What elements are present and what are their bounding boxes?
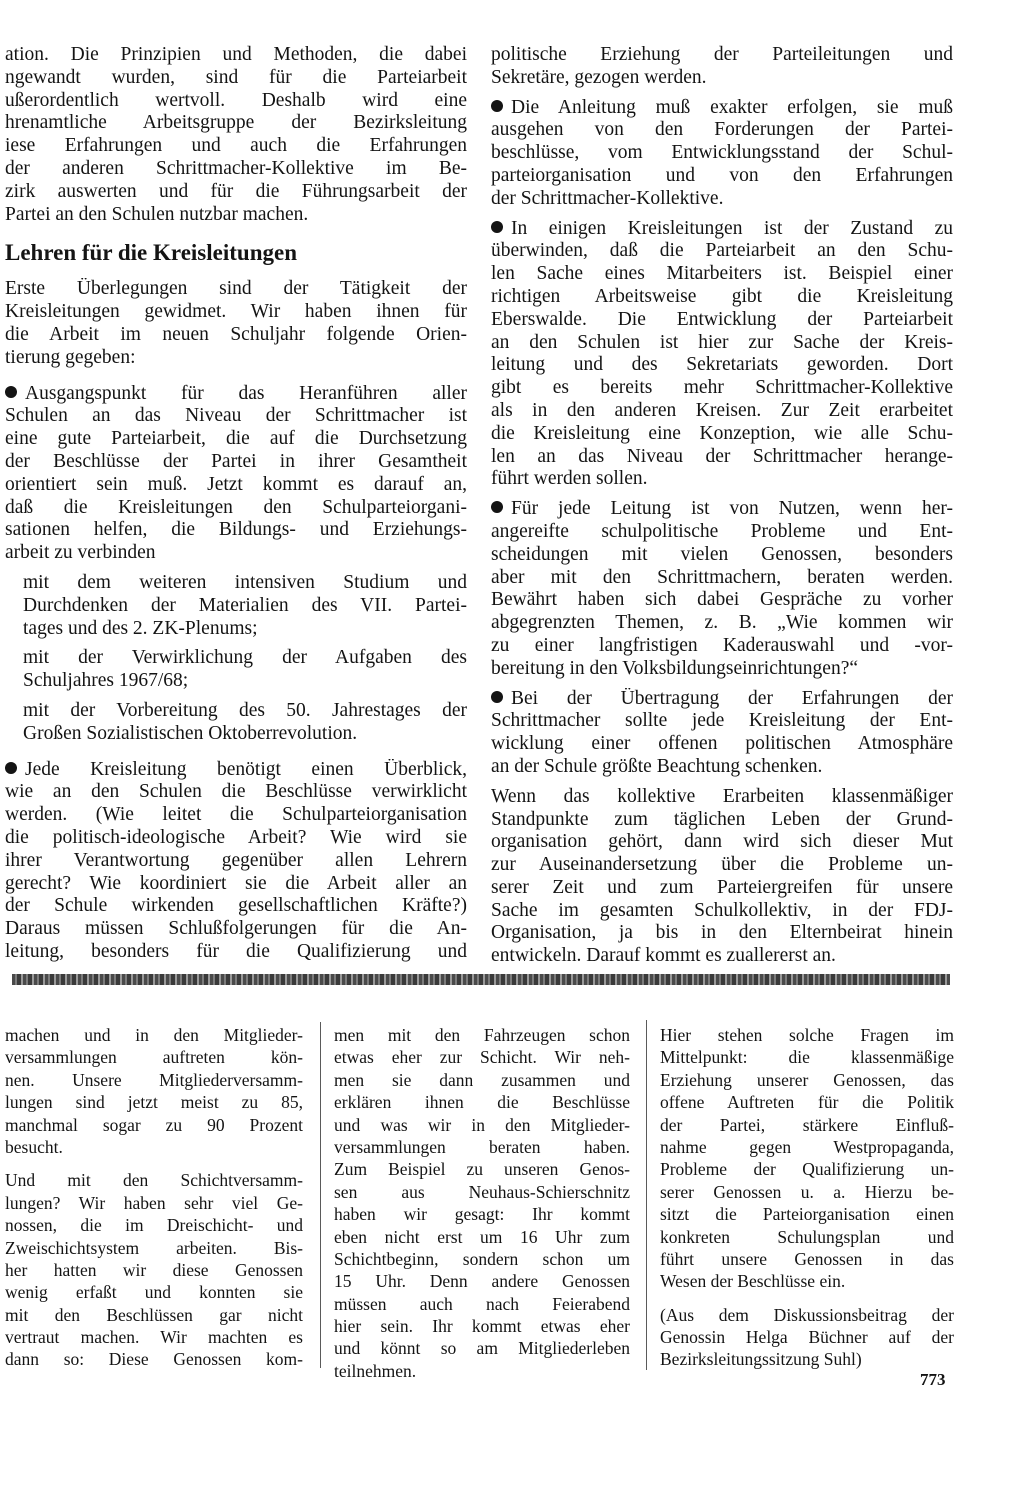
text-line: versammlungen auftreten kön-: [5, 1047, 303, 1068]
text-line: arbeit zu verbinden: [5, 542, 156, 564]
text-line: daß die Kreisleitungen den Schulparteiorgani-: [5, 496, 467, 518]
text-line: der Schrittmacher-Kollektive.: [491, 187, 724, 209]
text-line: mit der Verwirklichung der Aufgaben des: [23, 647, 467, 669]
text-line: der Schule wirkenden gesellschaftlichen Kräfte?): [5, 895, 467, 917]
text-line: etwas eher zur Schicht. Wir neh-: [334, 1047, 630, 1068]
text-line: Kreisleitungen gewidmet. Wir haben ihnen für: [5, 301, 467, 323]
text-line: Wesen der Beschlüsse ein.: [660, 1271, 846, 1292]
column-divider: [320, 1022, 321, 1368]
text-line: mit dem weiteren intensiven Studium und: [23, 571, 467, 593]
text-line: nen. Unsere Mitgliederversamm-: [5, 1069, 303, 1090]
column-divider: [646, 1020, 647, 1370]
text-line: Erste Überlegungen sind der Tätigkeit der: [5, 278, 467, 300]
bullet-icon: [5, 386, 17, 398]
text-line: ußerordentlich wertvoll. Deshalb wird eine: [5, 89, 467, 111]
text-line: [491, 97, 953, 120]
text-line: Großen Sozialistischen Oktoberrevolution.: [23, 722, 358, 744]
text-line: zu einer langfristigen Kaderauswahl und -vor-: [491, 634, 953, 656]
text-line: der anderen Schrittmacher-Kollektive im Be-: [5, 157, 467, 179]
bullet-icon: [5, 762, 17, 774]
text-line: überwinden, daß die Parteiarbeit an den Schu-: [491, 240, 953, 262]
text-line: Daraus müssen Schlußfolgerungen für die An-: [5, 918, 467, 940]
text-line: angereifte schulpolitische Probleme und Ent-: [491, 520, 953, 542]
text-line: wenig erfaßt und konnten sie: [5, 1282, 303, 1303]
text-line: vertraut machen. Wir machten es: [5, 1327, 303, 1348]
text-line: nossen, die im Dreischicht- und: [5, 1215, 303, 1236]
text-line: hier sein. Ihr kommt etwas eher: [334, 1316, 630, 1337]
text-line: haben wir gesagt: Ihr kommt: [334, 1204, 630, 1225]
text-line: an der Schule größte Beachtung schenken.: [491, 755, 823, 777]
text-line: [491, 688, 953, 711]
text-line: Durchdenken der Materialien des VII. Partei-: [23, 594, 467, 616]
text-line: [491, 218, 953, 241]
bullet-item: [491, 498, 953, 680]
bottom-column-3: [660, 1024, 954, 1382]
text-line: Bewährt haben sich dabei Gespräche zu vorher: [491, 589, 953, 611]
page-number: 773: [920, 1370, 946, 1389]
bullet-item: [491, 218, 953, 492]
bullet-item: [5, 383, 467, 565]
text-line: gibt es bereits mehr Schrittmacher-Kollektive: [491, 377, 953, 399]
text-line: erklären ihnen die Beschlüsse: [334, 1092, 630, 1113]
sub-item: [5, 700, 467, 746]
text-line: Genossin Helga Büchner auf der: [660, 1327, 954, 1348]
text-line: Schuljahres 1967/68;: [23, 670, 189, 692]
text-line: parteiorganisation und von den Erfahrungen: [491, 164, 953, 186]
text-line: organisation gehört, dann wird sich dieser Mut: [491, 831, 953, 853]
bullet-icon: [491, 691, 503, 703]
text-line: als in den anderen Kreisen. Zur Zeit erarbeitet: [491, 399, 953, 421]
text-line: [5, 759, 467, 782]
text-line: hrenamtliche Arbeitsgruppe der Bezirksleitung: [5, 112, 467, 134]
text-line: sitzt die Parteiorganisation einen: [660, 1204, 954, 1225]
text-line: konkreten Schulungsplan und: [660, 1226, 954, 1247]
text-line: mit den Beschlüssen gar nicht: [5, 1304, 303, 1325]
bullet-icon: [491, 501, 503, 513]
bullet-text: Bei der Übertragung der Erfahrungen der: [511, 687, 953, 709]
text-line: führt unsere Genossen in das: [660, 1248, 954, 1269]
text-line: machen und in den Mitglieder-: [5, 1025, 303, 1045]
text-line: iese Erfahrungen und auch die Erfahrungen: [5, 135, 467, 157]
text-line: Und mit den Schichtversamm-: [5, 1170, 303, 1191]
text-line: 15 Uhr. Denn andere Genossen: [334, 1271, 630, 1292]
orientation-paragraph: [5, 278, 467, 369]
text-line: eben nicht erst um 16 Uhr zum: [334, 1226, 630, 1247]
text-line: Probleme der Qualifizierung un-: [660, 1159, 954, 1180]
bullet-text: Ausgangspunkt für das Heranführen aller: [25, 382, 467, 404]
text-line: besucht.: [5, 1136, 63, 1157]
text-line: bereitung in den Volksbildungseinrichtungen?“: [491, 657, 859, 679]
text-line: ausgehen von den Forderungen der Partei-: [491, 119, 953, 141]
text-line: aber mit den Schrittmachern, beraten werden.: [491, 566, 953, 588]
paragraph: [5, 1024, 303, 1158]
text-line: Mittelpunkt: die klassenmäßige: [660, 1047, 954, 1068]
text-line: manchmal sogar zu 90 Prozent: [5, 1114, 303, 1135]
sub-item: [5, 572, 467, 640]
text-line: der Beschlüsse der Partei in ihrer Gesamtheit: [5, 450, 467, 472]
sub-item: [5, 647, 467, 693]
text-line: scheidungen mit vielen Genossen, besonders: [491, 543, 953, 565]
text-line: abgegrenzten Themen, z. B. „Wie kommen wir: [491, 612, 953, 634]
text-line: politische Erziehung der Parteileitungen und: [491, 44, 953, 65]
text-line: werden. (Wie leitet die Schulparteiorganisation: [5, 804, 467, 826]
section-heading: Lehren für die Kreisleitungen: [5, 240, 297, 266]
text-line: Schichtbeginn, sondern schon um: [334, 1248, 630, 1269]
text-line: her hatten wir diese Genossen: [5, 1259, 303, 1280]
text-line: wie an den Schulen die Beschlüsse verwirklicht: [5, 781, 467, 803]
top-right-column: [491, 44, 953, 975]
text-line: Organisation, ja bis in den Elternbeirat hinein: [491, 922, 953, 944]
text-line: sen aus Neuhaus-Schierschnitz: [334, 1181, 630, 1202]
text-line: der Partei, stärkere Einfluß-: [660, 1114, 954, 1135]
bottom-column-2: [334, 1024, 630, 1393]
text-line: len Sache eines Mitarbeiters ist. Beispiel einer: [491, 263, 953, 285]
text-line: Sekretäre, gezogen werden.: [491, 66, 707, 88]
text-line: Wenn das kollektive Erarbeiten klassenmäßiger: [491, 785, 953, 807]
text-line: nahme gegen Westpropaganda,: [660, 1136, 954, 1157]
text-line: führt werden sollen.: [491, 468, 648, 490]
text-line: eine gute Parteiarbeit, die auf die Durchsetzung: [5, 428, 467, 450]
top-left-column: [5, 44, 467, 971]
text-line: Sache im gesamten Schulkollektiv, in der FDJ-: [491, 899, 953, 921]
bullet-item: [491, 688, 953, 779]
text-line: Standpunkte zum täglichen Leben der Grund-: [491, 808, 953, 830]
paragraph: [5, 1169, 303, 1371]
text-line: sationen helfen, die Bildungs- und Erziehungs-: [5, 519, 467, 541]
text-line: richtigen Arbeitsweise gibt die Kreisleitung: [491, 285, 953, 307]
text-line: ngewandt wurden, sind für die Parteiarbeit: [5, 66, 467, 88]
text-line: Schrittmacher sollte jede Kreisleitung der Ent-: [491, 710, 953, 732]
text-line: Schulen an das Niveau der Schrittmacher ist: [5, 405, 467, 427]
continuation-paragraph: [491, 44, 953, 90]
text-line: [491, 498, 953, 521]
text-line: men mit den Fahrzeugen schon: [334, 1025, 630, 1045]
text-line: die Arbeit im neuen Schuljahr folgende Orien-: [5, 323, 467, 345]
text-line: zur Auseinandersetzung über die Probleme un-: [491, 854, 953, 876]
text-line: serer Zeit und zum Parteiergreifen für unsere: [491, 876, 953, 898]
text-line: Bezirksleitungssitzung Suhl): [660, 1349, 862, 1370]
text-line: Hier stehen solche Fragen im: [660, 1025, 954, 1045]
text-line: [5, 383, 467, 406]
text-line: teilnehmen.: [334, 1360, 417, 1381]
bullet-item: [5, 759, 467, 964]
text-line: Zum Beispiel zu unseren Genos-: [334, 1159, 630, 1180]
text-line: lungen sind jetzt meist zu 85,: [5, 1092, 303, 1113]
text-line: (Aus dem Diskussionsbeitrag der: [660, 1304, 954, 1325]
text-line: len an das Niveau der Schrittmacher herange-: [491, 445, 953, 467]
text-line: orientiert sein muß. Jetzt kommt es darauf an,: [5, 473, 467, 495]
text-line: an den Schulen ist hier zur Sache der Kreis-: [491, 331, 953, 353]
text-line: offene Auftreten für die Politik: [660, 1092, 954, 1113]
text-line: serer Genossen u. a. Hierzu be-: [660, 1181, 954, 1202]
text-line: entwickeln. Darauf kommt es zuallererst an.: [491, 945, 836, 967]
text-line: leitung und des Sekretariats geworden. Dort: [491, 354, 953, 376]
text-line: versammlungen beraten haben.: [334, 1136, 630, 1157]
text-line: Eberswalde. Die Entwicklung der Parteiarbeit: [491, 308, 953, 330]
text-line: leitung, besonders für die Qualifizierung und: [5, 940, 467, 962]
bullet-text: Jede Kreisleitung benötigt einen Überblick,: [25, 758, 467, 780]
bullet-text: Für jede Leitung ist von Nutzen, wenn her-: [511, 498, 953, 520]
text-line: Zweischichtsystem arbeiten. Bis-: [5, 1237, 303, 1258]
text-line: die politisch-ideologische Arbeit? Wie wird sie: [5, 826, 467, 848]
text-line: und was wir in den Mitglieder-: [334, 1114, 630, 1135]
intro-paragraph: [5, 44, 467, 226]
text-line: mit der Vorbereitung des 50. Jahrestages der: [23, 699, 467, 721]
bullet-icon: [491, 221, 503, 233]
paragraph: [660, 1024, 954, 1293]
paragraph: [334, 1024, 630, 1382]
text-line: müssen auch nach Feierabend: [334, 1293, 630, 1314]
bullet-text: Die Anleitung muß exakter erfolgen, sie muß: [511, 96, 953, 118]
text-line: ihrer Verantwortung gegenüber allen Lehrern: [5, 849, 467, 871]
text-line: die Kreisleitung eine Konzeption, wie alle Schu-: [491, 422, 953, 444]
text-line: tierung gegeben:: [5, 346, 136, 368]
text-line: wicklung einer offenen politischen Atmosphäre: [491, 733, 953, 755]
text-line: gerecht? Wie koordiniert sie die Arbeit aller an: [5, 872, 467, 894]
text-line: und könnt so am Mitgliederleben: [334, 1338, 630, 1359]
text-line: men sie dann zusammen und: [334, 1069, 630, 1090]
bullet-icon: [491, 100, 503, 112]
text-line: zirk auswerten und für die Führungsarbeit der: [5, 180, 467, 202]
closing-paragraph: [491, 786, 953, 968]
bottom-column-1: [5, 1024, 303, 1382]
text-line: dann so: Diese Genossen kom-: [5, 1349, 303, 1370]
bullet-text: In einigen Kreisleitungen ist der Zustand zu: [511, 217, 953, 239]
text-line: Erziehung unserer Genossen, das: [660, 1069, 954, 1090]
text-line: beschlüsse, vom Entwicklungsstand der Schul-: [491, 142, 953, 164]
section-divider: [12, 974, 950, 985]
text-line: lungen? Wir haben sehr viel Ge-: [5, 1192, 303, 1213]
attribution: [660, 1304, 954, 1371]
bullet-item: [491, 97, 953, 211]
text-line: ation. Die Prinzipien und Methoden, die dabei: [5, 44, 467, 65]
text-line: Partei an den Schulen nutzbar machen.: [5, 203, 309, 225]
text-line: tages und des 2. ZK-Plenums;: [23, 617, 258, 639]
